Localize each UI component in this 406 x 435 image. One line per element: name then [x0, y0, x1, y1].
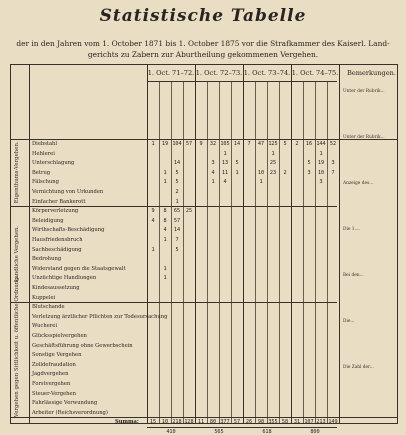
row-label: Fälschung	[32, 179, 59, 186]
sum-cell: 377	[220, 419, 230, 426]
subcolumn-divider	[315, 81, 316, 423]
row-label: Bedrohung	[32, 256, 62, 263]
period-total: 800	[310, 429, 320, 435]
table-cell: 1	[163, 265, 167, 272]
row-label: Diebstahl	[32, 141, 58, 147]
totals-separator	[147, 427, 337, 428]
table-cell: 4	[163, 227, 167, 234]
row-label: Sachbeschädigung	[32, 246, 82, 253]
row-label: Widerstand gegen die Staatsgewalt	[32, 265, 126, 272]
table-cell: 47	[257, 141, 265, 147]
period-total: 565	[214, 429, 224, 435]
remark-note: Die 1....	[343, 227, 360, 232]
table-cell: 3	[211, 160, 215, 167]
subcolumn-divider	[303, 81, 304, 423]
row-label: Forstvergehen	[32, 381, 71, 387]
remark-note: Unter der Rubrik...	[343, 135, 385, 140]
table-cell: 14	[233, 141, 241, 147]
subcolumn-divider	[255, 81, 256, 423]
row-label: Körperverletzung	[32, 208, 79, 215]
table-cell: 16	[305, 141, 313, 147]
table-cell: 3	[331, 160, 335, 167]
sum-cell: 80	[209, 419, 217, 426]
remark-note: Anzeige des...	[343, 181, 374, 186]
table-cell: 1	[259, 179, 263, 186]
table-cell: 1	[163, 275, 167, 282]
row-label: Kindesaussetzung	[32, 285, 80, 291]
sum-cell: 10	[161, 419, 169, 426]
table-cell: 9	[199, 141, 203, 147]
table-cell: 5	[175, 246, 179, 253]
sum-cell: 218	[172, 419, 182, 426]
table-cell: 65	[173, 208, 181, 215]
period-header-bottom	[147, 81, 337, 82]
subtitle-line-2: gerichts zu Zabern zur Aburtheilung gekommenen Vergehen.	[87, 50, 319, 59]
period-divider	[243, 65, 244, 423]
header-bottom	[11, 139, 397, 140]
table-cell: 2	[175, 189, 179, 195]
subcolumn-divider	[327, 81, 328, 423]
table-cell: 57	[185, 141, 193, 147]
sum-cell: 31	[293, 419, 301, 426]
table-cell: 1	[223, 150, 227, 157]
table-cell: 1	[211, 179, 215, 186]
table-cell: 19	[161, 141, 169, 147]
table-cell: 1	[151, 246, 155, 253]
subcolumn-divider	[183, 81, 184, 423]
table-cell: 1	[271, 150, 275, 157]
table-cell: 125	[268, 141, 278, 147]
table-cell: 7	[247, 141, 251, 147]
table-cell: 5	[175, 179, 179, 186]
remark-note: Die...	[343, 319, 355, 324]
sum-label: Summa:	[115, 419, 139, 426]
sum-cell: 107	[304, 419, 314, 426]
table-cell: 32	[209, 141, 217, 147]
table-cell: 3	[307, 169, 311, 176]
remarks-divider	[339, 65, 340, 423]
period-header-1: 1. Oct. 71–72.	[147, 69, 195, 77]
table-cell: 5	[175, 169, 179, 176]
remarks-header: Bemerkungen.	[347, 69, 397, 77]
table-cell: 10	[257, 169, 265, 176]
row-label: Hehlerei	[32, 150, 55, 157]
table-cell: 2	[295, 141, 299, 147]
table-cell: 5	[235, 160, 239, 167]
sum-cell: 11	[197, 419, 205, 426]
statistics-table	[10, 64, 398, 435]
sum-cell: 15	[149, 419, 157, 426]
subcolumn-divider	[159, 81, 160, 423]
table-cell: 52	[329, 141, 337, 147]
group-separator	[11, 302, 337, 303]
table-cell: 4	[211, 169, 215, 176]
row-label: Verletzung ärztlicher Pflichten zur Todesursachung	[32, 313, 168, 320]
row-label: Wucherei	[32, 323, 57, 330]
sum-cell: 58	[281, 419, 289, 426]
table-cell: 1	[163, 237, 167, 243]
table-cell: 14	[173, 227, 181, 234]
remark-note: Die Zahl der...	[343, 365, 374, 370]
table-cell: 7	[331, 169, 335, 176]
table-cell: 1	[235, 169, 239, 176]
group-divider	[29, 65, 30, 423]
remark-note: Unter der Rubrik...	[343, 89, 385, 94]
period-divider	[291, 65, 292, 423]
sum-cell: 26	[245, 419, 253, 426]
row-label: Jagdvergehen	[32, 371, 69, 378]
row-group-3: Vergehen gegen Sittlichkeit u. öffentliche Ordnung.	[14, 275, 20, 418]
row-label: Einfacher Bankerott	[32, 198, 86, 205]
table-cell: 7	[175, 237, 179, 243]
table-cell: 11	[221, 169, 229, 176]
row-label: Kuppelei	[32, 294, 56, 301]
period-header-4: 1. Oct. 74–75.	[291, 69, 339, 77]
table-cell: 5	[307, 160, 311, 167]
row-label: Unzüchtige Handlungen	[32, 275, 97, 282]
row-group-2: Landliche Vergehen.	[14, 226, 20, 283]
table-cell: 4	[223, 179, 227, 186]
subcolumn-divider	[207, 81, 208, 423]
row-label: Glücksspielvergehen	[32, 333, 87, 339]
table-cell: 25	[269, 160, 277, 167]
subcolumn-divider	[267, 81, 268, 423]
table-cell: 5	[283, 141, 287, 147]
table-cell: 1	[319, 150, 323, 157]
row-label: Blutschande	[32, 304, 65, 311]
table-cell: 105	[220, 141, 230, 147]
sum-separator	[11, 417, 397, 418]
row-label: Arbeiter (Reichsverordnung)	[32, 409, 108, 416]
table-cell: 8	[163, 217, 167, 224]
label-divider	[147, 65, 148, 423]
period-header-2: 1. Oct. 72–73.	[195, 69, 243, 77]
row-label: Steuer-Vergehen	[32, 390, 76, 397]
document-title: Statistische Tabelle	[99, 6, 307, 26]
subcolumn-divider	[279, 81, 280, 423]
row-label: Zolldefraudation	[32, 361, 76, 368]
table-cell: 9	[151, 208, 155, 215]
row-label: Beleidigung	[32, 217, 64, 224]
table-cell: 104	[172, 141, 182, 147]
row-label: Wirthschafts-Beschädigung	[32, 227, 105, 234]
table-cell: 1	[175, 198, 179, 205]
period-divider	[195, 65, 196, 423]
sum-cell: 149	[328, 419, 338, 426]
table-cell: 23	[269, 169, 277, 176]
table-cell: 1	[151, 141, 155, 147]
table-cell: 57	[173, 217, 181, 224]
row-label: Geschäftsführung ohne Gewerbschein	[32, 342, 133, 349]
group-separator	[11, 206, 337, 207]
period-total: 410	[166, 429, 176, 435]
period-total: 618	[262, 429, 272, 435]
subcolumn-divider	[219, 81, 220, 423]
sum-cell: 128	[184, 419, 194, 426]
row-label: Unterschlagung	[32, 160, 75, 167]
row-label: Hausfriedensbruch	[32, 237, 83, 243]
sum-cell: 98	[257, 419, 265, 426]
row-label: Sonstige Vergehen	[32, 352, 82, 359]
table-cell: 2	[283, 169, 287, 176]
period-header-3: 1. Oct. 73–74.	[243, 69, 291, 77]
sum-cell: 355	[268, 419, 278, 426]
table-cell: 1	[163, 179, 167, 186]
table-cell: 19	[317, 160, 325, 167]
row-group-1: Eigenthums-Vergehen.	[14, 141, 20, 204]
table-cell: 1	[163, 169, 167, 176]
row-label: Vernichtung von Urkunden	[32, 189, 104, 195]
row-label: Fahrlässige Verwundung	[32, 400, 98, 407]
table-cell: 10	[317, 169, 325, 176]
row-label: Betrug	[32, 169, 51, 176]
table-cell: 13	[221, 160, 229, 167]
table-cell: 14	[173, 160, 181, 167]
sum-cell: 57	[233, 419, 241, 426]
sum-cell: 213	[316, 419, 326, 426]
subtitle-line-1: der in den Jahren vom 1. October 1871 bis 1. October 1875 vor die Strafkammer des Kaiserl. Land-	[16, 39, 390, 48]
table-cell: 144	[316, 141, 326, 147]
subcolumn-divider	[231, 81, 232, 423]
table-cell: 4	[151, 217, 155, 224]
table-cell: 3	[319, 179, 323, 186]
remark-note: Bei den...	[343, 273, 364, 278]
table-cell: 25	[185, 208, 193, 215]
table-cell: 8	[163, 208, 167, 215]
